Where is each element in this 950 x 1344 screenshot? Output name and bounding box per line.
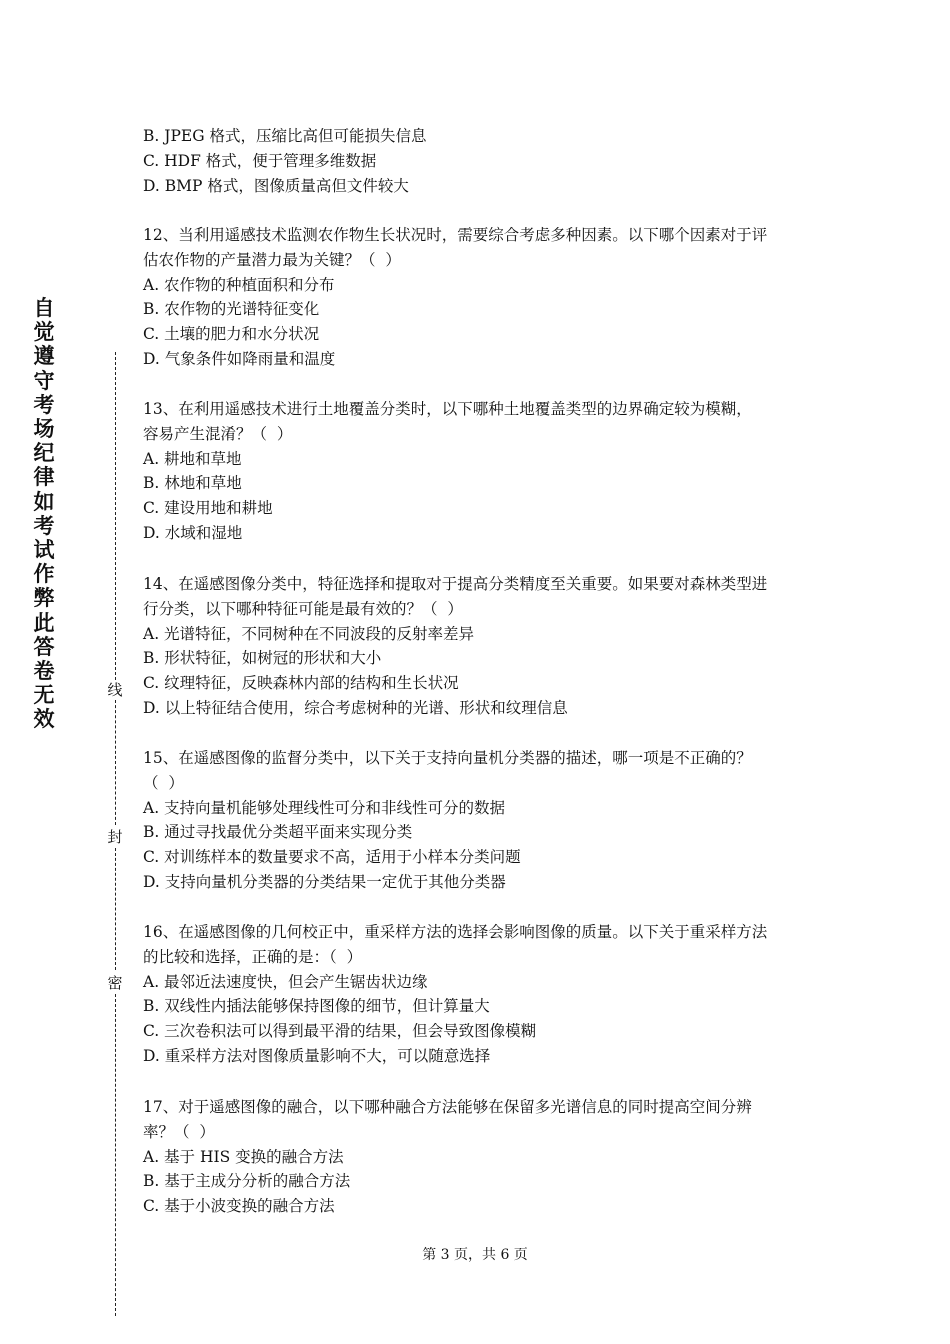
question-stem: 17、对于遥感图像的融合，以下哪种融合方法能够在保留多光谱信息的同时提高空间分辨 [143,1098,752,1116]
option-a: A. 光谱特征，不同树种在不同波段的反射率差异 [143,624,475,643]
option-c: C. 三次卷积法可以得到最平滑的结果，但会导致图像模糊 [143,1022,537,1041]
option-d: D. 重采样方法对图像质量影响不大，可以随意选择 [143,1046,491,1065]
option-a: A. 最邻近法速度快，但会产生锯齿状边缘 [143,972,428,991]
question-stem: 行分类，以下哪种特征可能是最有效的？（ ） [143,599,463,618]
option-b: B. 形状特征，如树冠的形状和大小 [143,649,382,668]
question-14 [143,572,813,721]
option-d: D. 支持向量机分类器的分类结果一定优于其他分类器 [143,872,506,891]
option-c: C. HDF 格式，便于管理多维数据 [143,151,377,170]
binding-mark-secret: 密 [105,973,125,993]
page-number: 第 3 页，共 6 页 [422,1247,528,1263]
question-stem: 估农作物的产量潜力最为关键？（ ） [143,250,401,269]
question-16 [143,920,813,1069]
question-13 [143,397,813,546]
binding-line-segment [115,700,116,825]
option-c: C. 纹理特征，反映森林内部的结构和生长状况 [143,674,459,693]
option-c: C. 对训练样本的数量要求不高，适用于小样本分类问题 [143,848,521,867]
question-stem: 14、在遥感图像分类中，特征选择和提取对于提高分类精度至关重要。如果要对森林类型进 [143,575,768,593]
option-b: B. 基于主成分分析的融合方法 [143,1172,351,1191]
binding-line-segment [115,848,116,970]
option-d: D. 以上特征结合使用，综合考虑树种的光谱、形状和纹理信息 [143,698,568,717]
option-d: D. 气象条件如降雨量和温度 [143,349,336,368]
option-d: D. 水域和湿地 [143,523,243,542]
option-a: A. 支持向量机能够处理线性可分和非线性可分的数据 [143,798,506,817]
option-c: C. 基于小波变换的融合方法 [143,1197,335,1216]
question-12 [143,223,813,372]
question-stem: 15、在遥感图像的监督分类中，以下关于支持向量机分类器的描述，哪一项是不正确的？ [143,749,752,767]
option-d: D. BMP 格式，图像质量高但文件较大 [143,176,409,195]
binding-mark-seal: 封 [105,827,125,847]
question-stem: 的比较和选择，正确的是：（ ） [143,947,363,966]
question-stem: 13、在利用遥感技术进行土地覆盖分类时，以下哪种土地覆盖类型的边界确定较为模糊， [143,400,752,418]
binding-line-segment [115,352,116,680]
option-a: A. 耕地和草地 [143,449,242,468]
option-b: B. 通过寻找最优分类超平面来实现分类 [143,823,413,842]
option-b: B. 农作物的光谱特征变化 [143,300,320,319]
option-c: C. 土壤的肥力和水分状况 [143,325,320,344]
option-b: B. 林地和草地 [143,474,242,493]
question-stem: 12、当利用遥感技术监测农作物生长状况时，需要综合考虑多种因素。以下哪个因素对于评 [143,226,768,244]
option-c: C. 建设用地和耕地 [143,499,273,518]
question-17 [143,1095,813,1219]
question-stem: （ ） [143,773,184,792]
option-b: B. JPEG 格式，压缩比高但可能损失信息 [143,127,427,145]
binding-line-segment [115,994,116,1316]
previous-question-options [143,124,813,198]
exam-discipline-notice: 自觉遵守考场纪律如考试作弊此答卷无效 [33,296,55,732]
question-stem: 率？（ ） [143,1122,215,1141]
option-a: A. 基于 HIS 变换的融合方法 [143,1147,344,1166]
binding-mark-line: 线 [105,680,125,700]
question-stem: 16、在遥感图像的几何校正中，重采样方法的选择会影响图像的质量。以下关于重采样方法 [143,923,768,941]
question-stem: 容易产生混淆？（ ） [143,424,293,443]
option-b: B. 双线性内插法能够保持图像的细节，但计算量大 [143,997,490,1016]
option-a: A. 农作物的种植面积和分布 [143,275,335,294]
question-15 [143,746,813,895]
